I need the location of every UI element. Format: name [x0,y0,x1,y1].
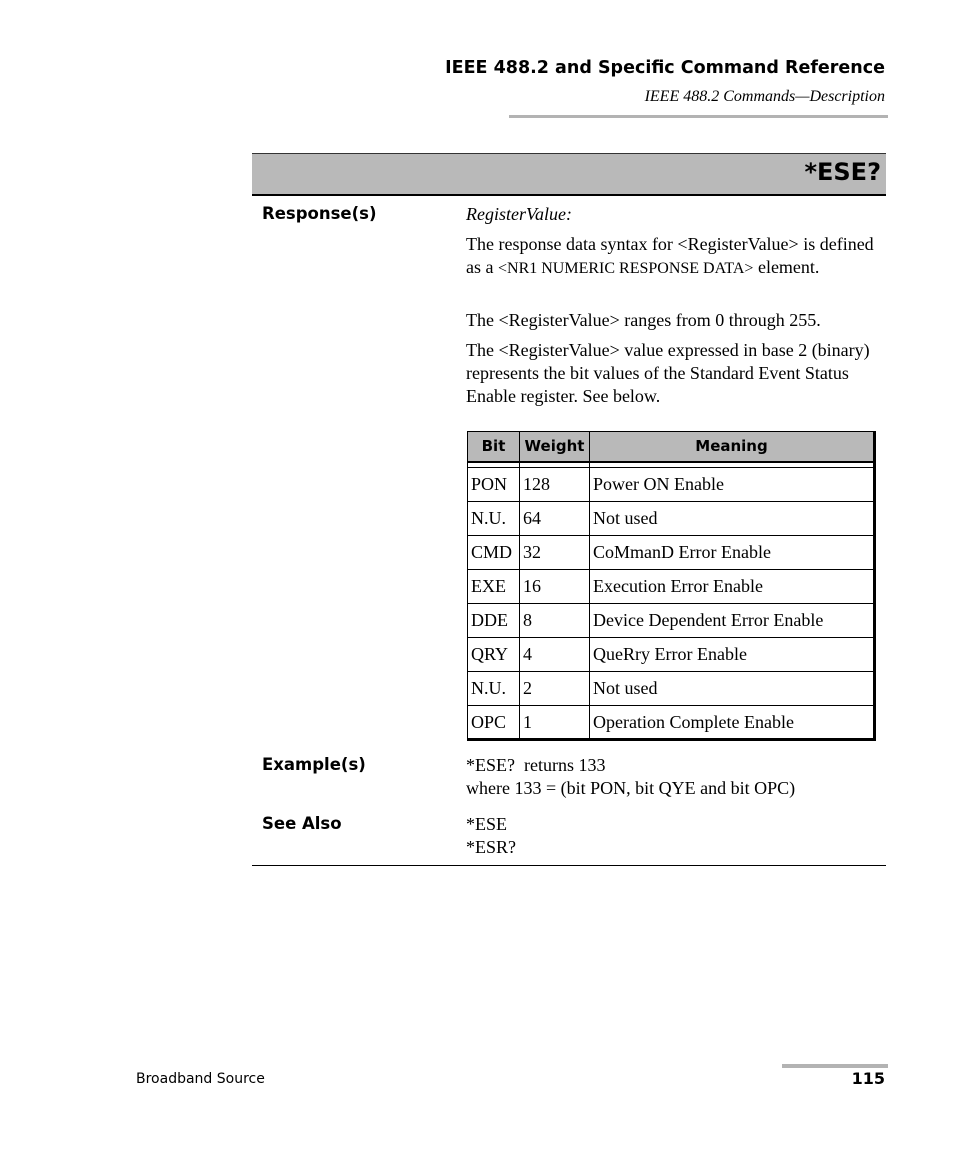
running-header-title: IEEE 488.2 and Specific Command Reference [445,58,885,78]
table-row: CMD 32 CoMmanD Error Enable [468,536,875,570]
see-also-line-1: *ESE [466,814,508,834]
command-title-bar [252,153,886,196]
table-row: OPC 1 Operation Complete Enable [468,706,875,740]
response-paragraph-3: The <RegisterValue> value expressed in base 2 (binary) represents the bit values of the Standard Event Status Enable register. See below. [466,340,870,406]
example-label: Example(s) [262,755,366,774]
see-also-label: See Also [262,814,342,833]
running-header-subtitle: IEEE 488.2 Commands—Description [644,88,885,105]
nr1-type: <NR1 NUMERIC RESPONSE DATA> [497,260,754,277]
footer-product-name: Broadband Source [136,1071,265,1087]
response-label: Response(s) [262,204,377,223]
section-end-rule [252,865,886,866]
header-rule [509,115,888,118]
see-also-line-2: *ESR? [466,837,517,857]
table-row: N.U. 2 Not used [468,672,875,706]
table-row: PON 128 Power ON Enable [468,468,875,502]
command-name: *ESE? [804,158,881,186]
table-row: N.U. 64 Not used [468,502,875,536]
example-line-1: *ESE? returns 133 [466,755,606,775]
bit-table [467,431,876,741]
table-row: EXE 16 Execution Error Enable [468,570,875,604]
response-paragraph-2: The <RegisterValue> ranges from 0 through 255. [466,310,821,330]
table-row: DDE 8 Device Dependent Error Enable [468,604,875,638]
response-paragraph-1: The response data syntax for <RegisterValue> is defined as a <NR1 NUMERIC RESPONSE DATA> element. [466,234,874,277]
table-header-row [468,432,875,462]
example-line-2: where 133 = (bit PON, bit QYE and bit OPC) [466,778,796,798]
table-row: QRY 4 QueRry Error Enable [468,638,875,672]
page-number: 115 [851,1069,885,1088]
column-header-weight: Weight [520,432,590,462]
column-header-meaning: Meaning [590,432,875,462]
response-value-name: RegisterValue: [466,204,572,224]
footer-rule [782,1064,888,1068]
column-header-bit: Bit [468,432,520,462]
